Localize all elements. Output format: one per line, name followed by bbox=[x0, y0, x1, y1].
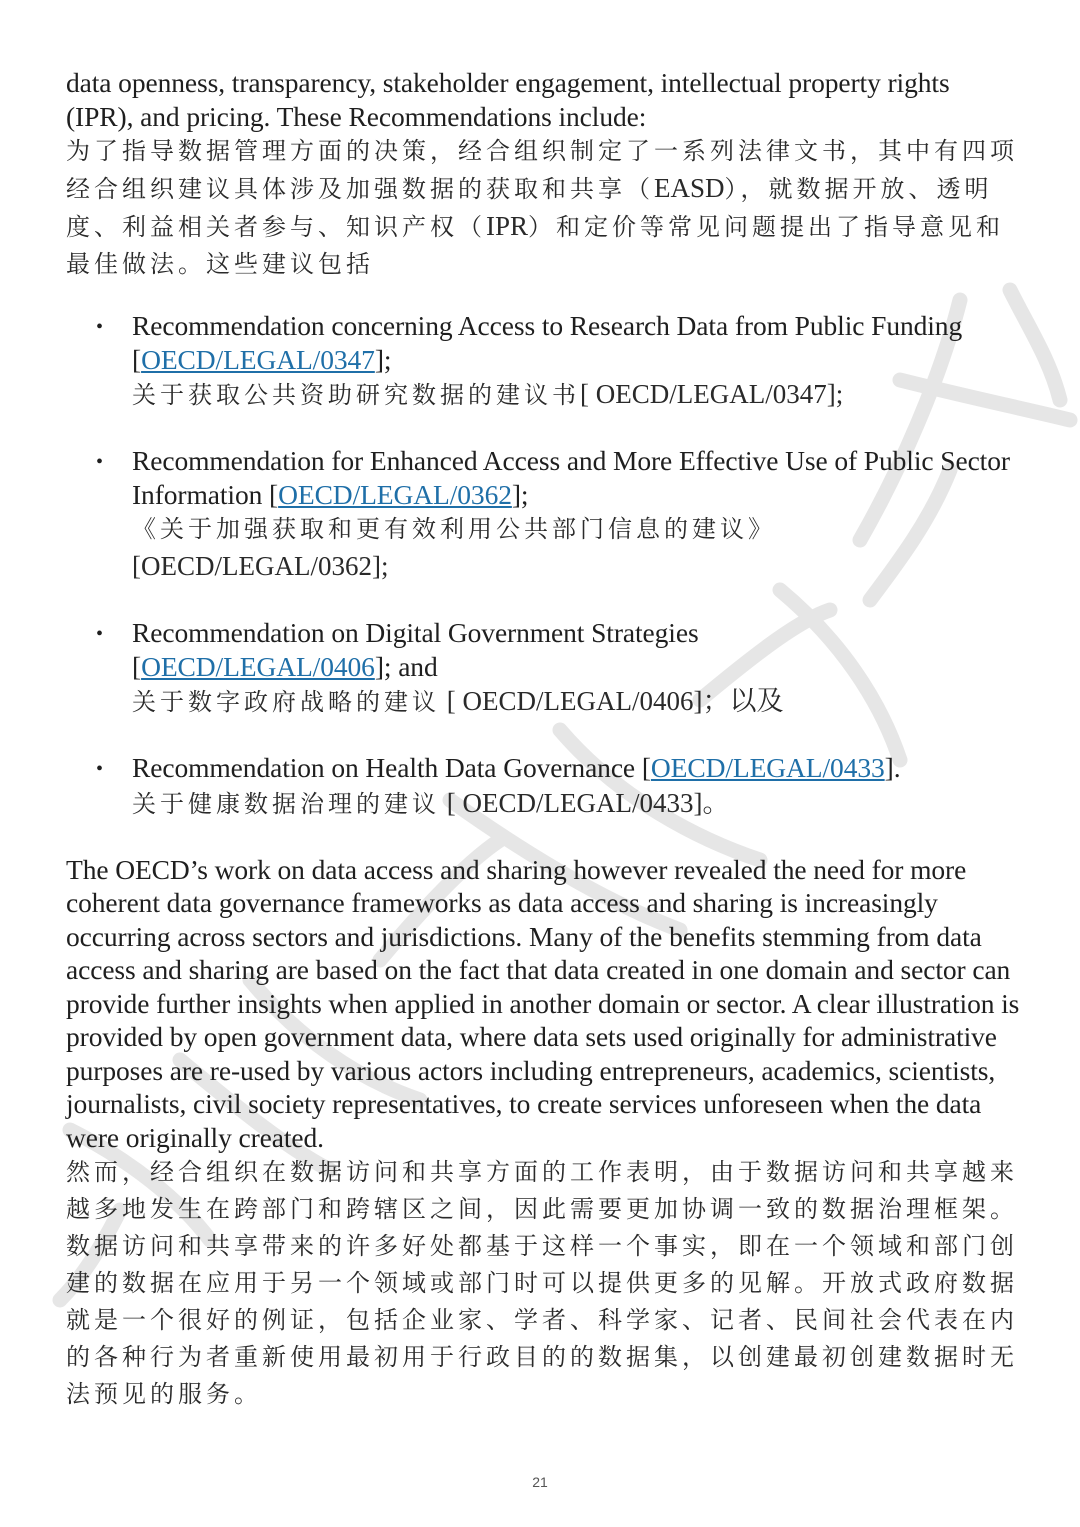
legal-link-0406[interactable]: OECD/LEGAL/0406 bbox=[141, 650, 375, 682]
bullet: • bbox=[96, 451, 104, 473]
intro-chinese-part-a: 为了指导数据管理方面的决策，经合组织制定了一系列法律文书，其中有四项经合组织建议具体涉及加强数据的获取和共享（ bbox=[66, 137, 1018, 203]
bracket-open: [ bbox=[132, 650, 142, 682]
recommendation-english bbox=[132, 751, 1021, 785]
recommendation-english bbox=[132, 309, 1021, 376]
recommendation-chinese bbox=[132, 683, 1021, 721]
body-chinese: 然而，经合组织在数据访问和共享方面的工作表明，由于数据访问和共享越来越多地发生在跨部门和跨辖区之间，因此需要更加协调一致的数据治理框架。数据访问和共享带来的许多好处都基于这样一个事实，即在一个领域和部门创建的数据在应用于另一个领域或部门时可以提供更多的见解。开放式政府数据就是一个很好的例证，包括企业家、学者、科学家、记者、民间社会代表在内的各种行为者重新使用最初用于行政目的的数据集，以创建最初创建数据时无法预见的服务。 bbox=[66, 1158, 1018, 1408]
bracket-close: ]; and bbox=[374, 650, 438, 682]
recommendation-chinese-title: 关于获取公共资助研究数据的建议书 bbox=[132, 381, 580, 409]
recommendation-chinese bbox=[132, 785, 1021, 823]
recommendation-reference: [OECD/LEGAL/0362]; bbox=[132, 551, 389, 581]
bracket-open: [ bbox=[132, 343, 142, 375]
intro-ipr: IPR bbox=[486, 211, 529, 241]
recommendation-english bbox=[132, 444, 1021, 511]
intro-chinese-part-b: ），就数据开放、透明度、利益相关者参与、知识产权（ bbox=[66, 175, 993, 241]
recommendation-chinese bbox=[132, 511, 1021, 586]
bullet: • bbox=[96, 316, 104, 338]
intro-english: data openness, transparency, stakeholder engagement, intellectual property rights (IPR), and pricing. These Recommendations include: bbox=[66, 67, 950, 132]
list-item bbox=[66, 751, 1021, 823]
body-english: The OECD’s work on data access and sharing however revealed the need for more coherent data governance frameworks as data access and sharing is increasingly occurring across sectors and jurisdictions. Many of the benefits stemming from data access and sharing are based on the fact that data created in one domain and sector can provide further insights when applied in another domain or sector. A clear illustration is provided by open government data, where data sets used originally for administrative purposes are re-used by various actors including entrepreneurs, academics, scientists, journalists, civil society representatives, to create services unforeseen when the data were originally created. bbox=[66, 853, 1020, 1153]
recommendation-title: Recommendation concerning Access to Research Data from Public Funding bbox=[132, 310, 963, 341]
bullet: • bbox=[96, 623, 104, 645]
bracket-close: ]. bbox=[884, 752, 901, 783]
intro-easd: EASD bbox=[654, 173, 725, 203]
recommendation-english bbox=[132, 616, 1021, 683]
recommendation-chinese bbox=[132, 376, 1021, 414]
recommendation-chinese-title: 关于健康数据治理的建议 bbox=[132, 789, 440, 818]
recommendation-reference: [ OECD/LEGAL/0347]; bbox=[580, 379, 844, 409]
page-number: 21 bbox=[532, 1474, 548, 1490]
bracket-open: [ bbox=[635, 752, 651, 783]
list-item bbox=[66, 309, 1021, 414]
recommendation-title: Recommendation for Enhanced Access and More Effective Use of Public Sector Information bbox=[132, 445, 1010, 510]
recommendation-title: Recommendation on Health Data Governance bbox=[132, 752, 636, 783]
legal-link-0362[interactable]: OECD/LEGAL/0362 bbox=[278, 478, 512, 510]
recommendation-reference: [ OECD/LEGAL/0406]；以及 bbox=[440, 686, 784, 716]
bracket-open: [ bbox=[262, 478, 279, 510]
page-content bbox=[66, 66, 1021, 1413]
recommendation-chinese-title: 关于数字政府战略的建议 bbox=[132, 688, 440, 716]
legal-link-0433[interactable]: OECD/LEGAL/0433 bbox=[650, 752, 885, 783]
bracket-close: ]; bbox=[511, 478, 529, 510]
recommendation-title: Recommendation on Digital Government Strategies bbox=[132, 617, 699, 648]
recommendation-reference: [ OECD/LEGAL/0433]。 bbox=[440, 787, 730, 818]
recommendations-list bbox=[66, 309, 1021, 823]
bracket-close: ]; bbox=[374, 343, 392, 375]
list-item bbox=[66, 444, 1021, 586]
intro-chinese bbox=[66, 133, 1021, 283]
list-item bbox=[66, 616, 1021, 721]
intro-chinese-part-c: ）和定价等常见问题提出了指导意见和最佳做法。这些建议包括 bbox=[66, 213, 1005, 278]
recommendation-chinese-title: 《关于加强获取和更有效利用公共部门信息的建议》 bbox=[132, 515, 776, 543]
bullet: • bbox=[96, 758, 104, 780]
legal-link-0347[interactable]: OECD/LEGAL/0347 bbox=[141, 343, 375, 375]
